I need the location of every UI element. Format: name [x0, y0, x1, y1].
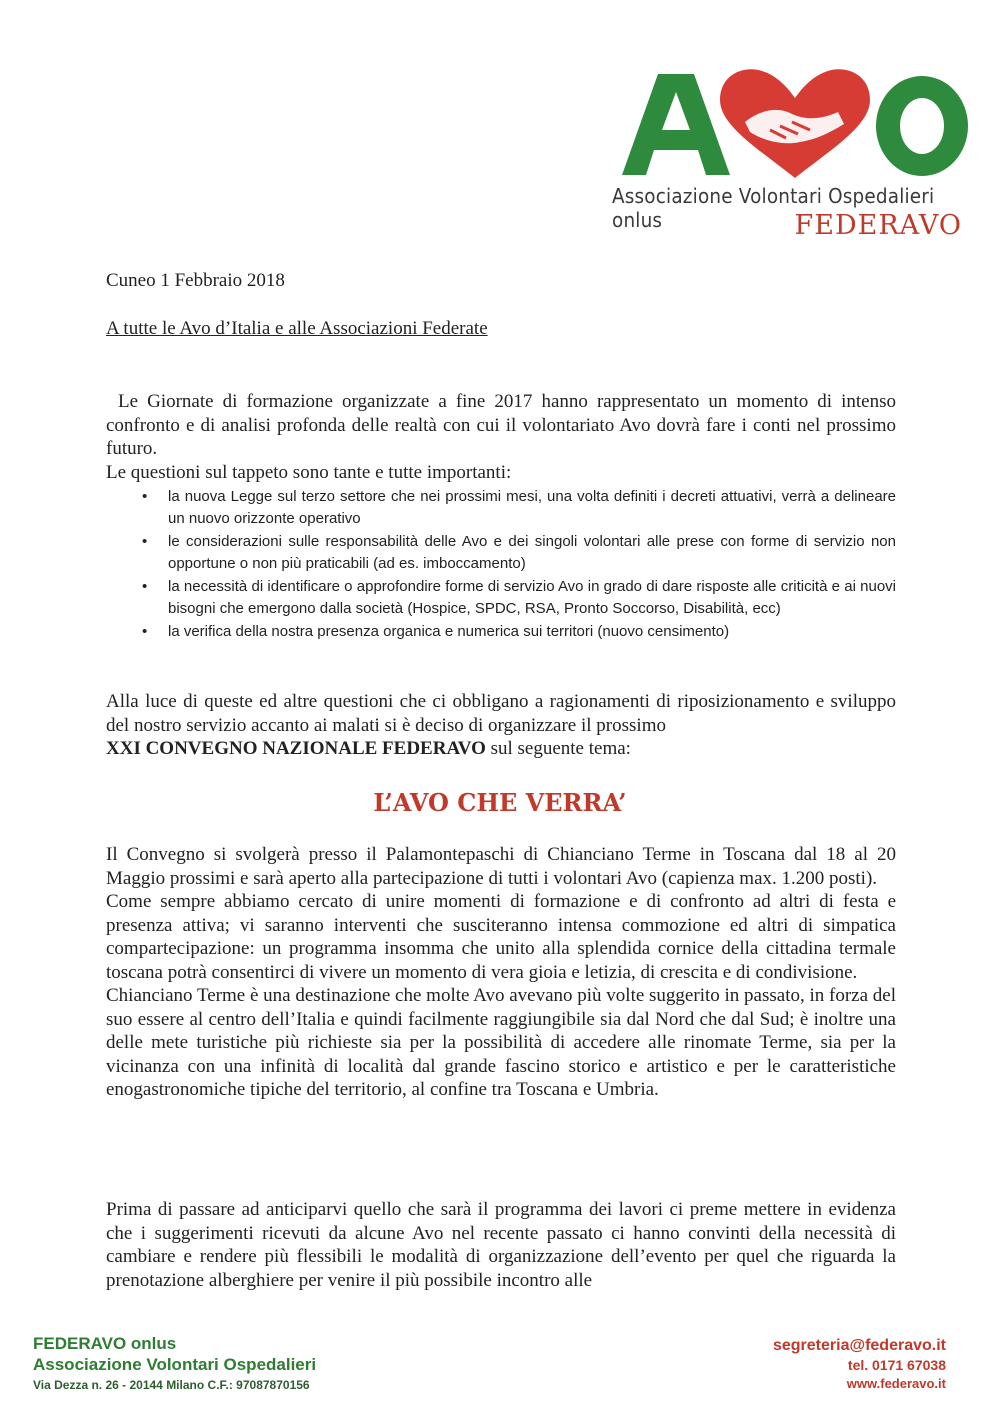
- alla-luce-paragraph: [106, 690, 896, 761]
- letter-addressee: A tutte le Avo d’Italia e alle Associazioni Federate: [106, 318, 488, 339]
- footer-website[interactable]: www.federavo.it: [846, 1376, 946, 1391]
- issues-heading: Le questioni sul tappeto sono tante e tutte importanti:: [106, 461, 512, 483]
- list-item: • la verifica della nostra presenza organica e numerica sui territori (nuovo censimento): [168, 621, 896, 643]
- convegno-suffix: sul seguente tema:: [485, 738, 631, 759]
- list-item: • la necessità di identificare o approfondire forme di servizio Avo in grado di dare risposte alle criticità e ai nuovi bisogni che emergono dalla società (Hospice, SPDC, RSA, Pronto Soccorso, Disabilità, ecc): [168, 576, 896, 620]
- avo-logo: [610, 60, 970, 250]
- footer-contacts: [773, 1335, 946, 1393]
- body-paragraph: Chianciano Terme è una destinazione che molte Avo avevano più volte suggerito in passato, in forza del suo essere al centro dell’Italia e quindi facilmente raggiungibile sia dal Nord che dal Sud; è inoltre una delle mete turistiche più richieste sia per la possibilità di accedere alle rinomate Terme, sia per la vicinanza con una infinità di località dal grande fascino storico e artistico e per le caratteristiche enogastronomiche tipiche del territorio, al confine tra Toscana e Umbria.: [106, 985, 896, 1100]
- footer-email[interactable]: segreteria@federavo.it: [772, 1337, 946, 1354]
- closing-section: [106, 1198, 896, 1292]
- body-paragraph: Prima di passare ad anticiparvi quello che sarà il programma dei lavori ci preme mettere in evidenza che i suggerimenti ricevuti da alcune Avo nel recente passato ci hanno convinti della necessità di cambiare e rendere più flessibili le modalità di organizzazione dell’evento per quel che riguarda la prenotazione alberghiere per venire il più possibile incontro alle: [106, 1199, 896, 1291]
- footer-org-name: FEDERAVO onlus: [33, 1334, 177, 1353]
- issues-list: [106, 486, 896, 643]
- footer-assoc-name: Associazione Volontari Ospedalieri: [33, 1355, 317, 1374]
- alla-luce-text: Alla luce di queste ed altre questioni che ci obbligano a ragionamenti di riposizionamento e sviluppo del nostro servizio accanto ai malati si è deciso di organizzare il prossimo: [106, 691, 896, 736]
- footer-phone: tel. 0171 67038: [847, 1357, 946, 1373]
- intro-section: [106, 390, 896, 644]
- letter-date: Cuneo 1 Febbraio 2018: [106, 270, 285, 291]
- list-item: • la nuova Legge sul terzo settore che nei prossimi mesi, una volta definiti i decreti attuativi, verrà a delineare un nuovo orizzonte operativo: [168, 486, 896, 530]
- body-paragraph: Il Convegno si svolgerà presso il Palamontepaschi di Chianciano Terme in Toscana dal 18 al 20 Maggio prossimi e sarà aperto alla partecipazione di tutti i volontari Avo (capienza max. 1.200 posti).: [106, 844, 896, 889]
- body-section: [106, 843, 896, 1102]
- footer-org-info: [33, 1333, 316, 1394]
- footer-address: Via Dezza n. 26 - 20144 Milano C.F.: 97087870156: [33, 1378, 310, 1392]
- logo-subtitle: Associazione Volontari Ospedalieri onlus: [612, 184, 935, 232]
- logo-federavo: FEDERAVO: [794, 210, 962, 241]
- convegno-title: XXI CONVEGNO NAZIONALE FEDERAVO: [106, 738, 486, 759]
- intro-paragraph: Le Giornate di formazione organizzate a fine 2017 hanno rappresentato un momento di intenso confronto e di analisi profonda delle realtà con cui il volontariato Avo dovrà fare i conti nel prossimo futuro.: [106, 391, 896, 459]
- avo-logo-mark: [610, 60, 970, 185]
- list-item: • le considerazioni sulle responsabilità delle Avo e dei singoli volontari alle prese con forme di servizio non opportune o non più praticabili (ad es. imboccamento): [168, 531, 896, 575]
- body-paragraph: Come sempre abbiamo cercato di unire momenti di formazione e di confronto ad altri di festa e presenza attiva; vi saranno interventi che susciteranno intensa commozione ed altri di simpatica compartecipazione: un programma insomma che unito alla splendida cornice della cittadina termale toscana potrà consentirci di vivere un momento di vera gioia e letizia, di crescita e di condivisione.: [106, 891, 896, 983]
- theme-heading: L’AVO CHE VERRA’: [373, 788, 627, 817]
